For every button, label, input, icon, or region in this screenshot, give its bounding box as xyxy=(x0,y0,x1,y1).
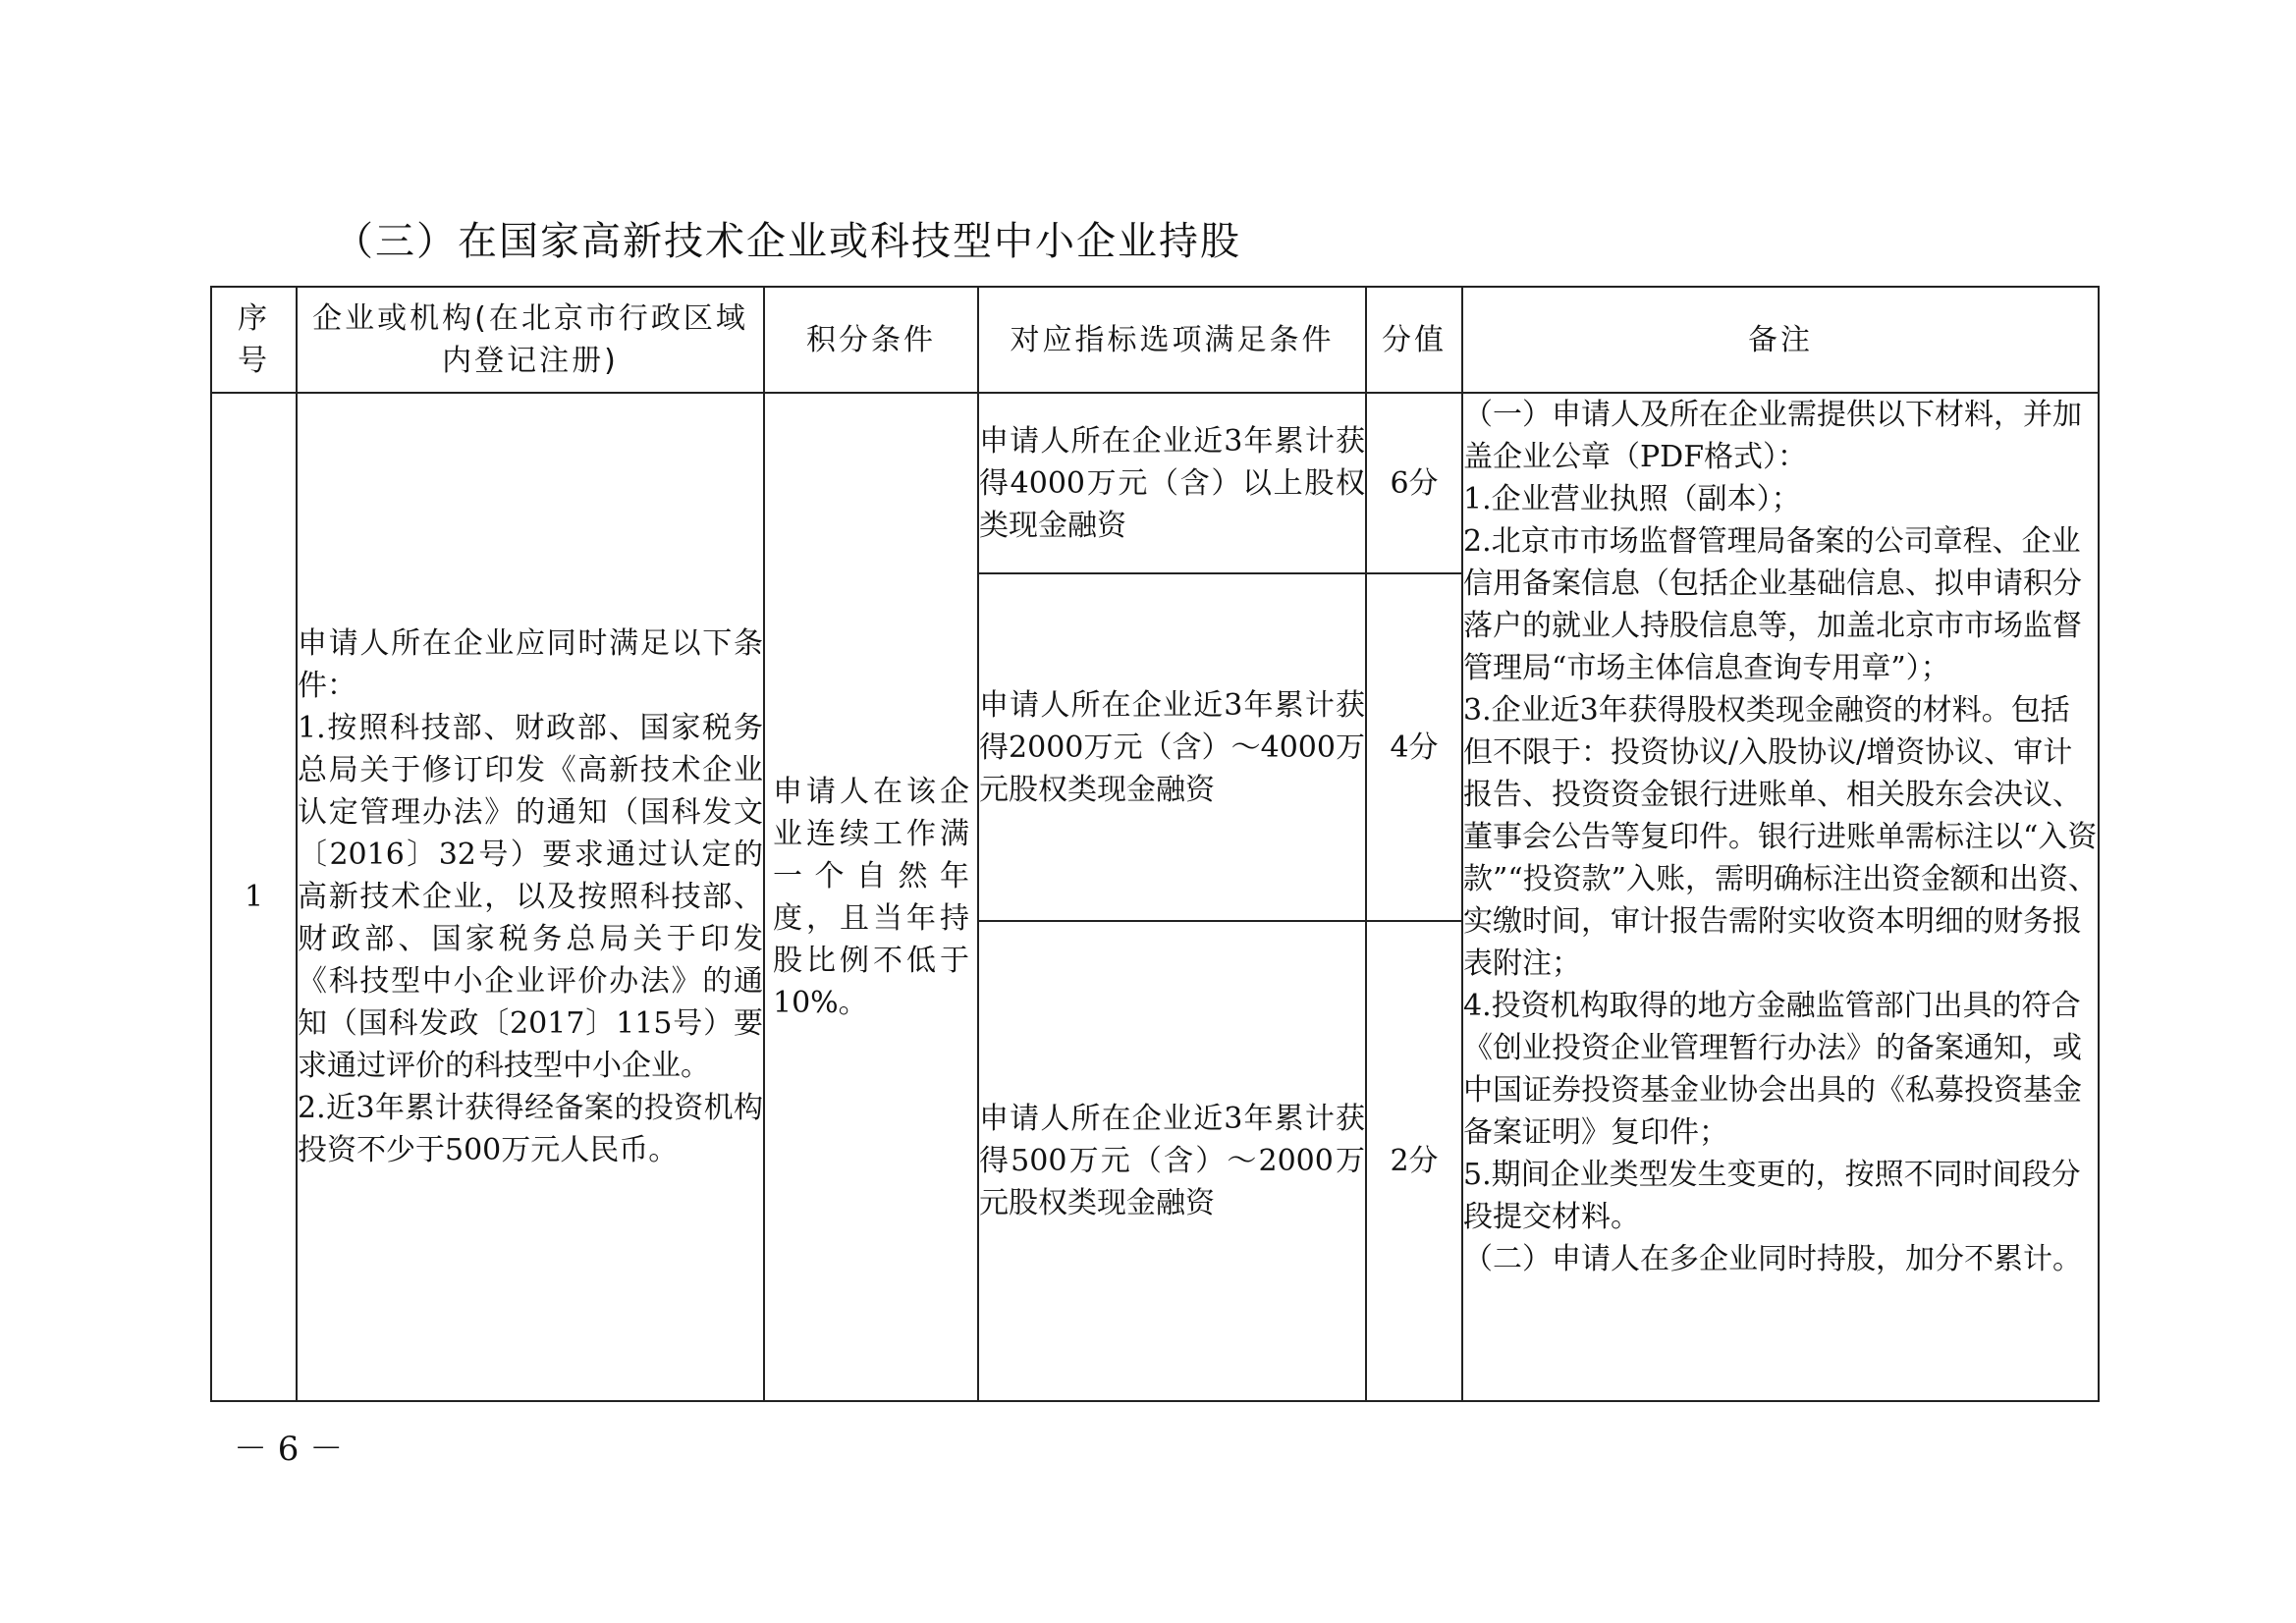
seq-cell: 1 xyxy=(211,393,297,1401)
header-org: 企业或机构(在北京市行政区域内登记注册) xyxy=(297,287,764,393)
criteria-cell: 申请人所在企业近3年累计获得2000万元（含）～4000万元股权类现金融资 xyxy=(978,573,1366,921)
remark-line: 1.企业营业执照（副本）； xyxy=(1463,482,1801,516)
condition-cell: 申请人在该企业连续工作满一个自然年度，且当年持股比例不低于10%。 xyxy=(764,393,978,1401)
score-cell: 4分 xyxy=(1366,573,1462,921)
table-header-row xyxy=(211,287,2099,393)
page-number: － 6 － xyxy=(234,1430,344,1469)
remark-line: 5.期间企业类型发生变更的，按照不同时间段分段提交材料。 xyxy=(1463,1158,2081,1234)
scoring-table xyxy=(210,286,2100,1402)
header-criteria: 对应指标选项满足条件 xyxy=(978,287,1366,393)
org-requirements-cell xyxy=(297,393,764,1401)
remark-line: 2.北京市市场监督管理局备案的公司章程、企业信用备案信息（包括企业基础信息、拟申请积分落户的就业人持股信息等，加盖北京市市场监督管理局“市场主体信息查询专用章”）； xyxy=(1463,524,2082,685)
header-score: 分值 xyxy=(1366,287,1462,393)
org-line: 2.近3年累计获得经备案的投资机构投资不少于500万元人民币。 xyxy=(298,1091,763,1167)
header-remark: 备注 xyxy=(1462,287,2099,393)
criteria-cell: 申请人所在企业近3年累计获得4000万元（含）以上股权类现金融资 xyxy=(978,393,1366,573)
remark-line: 4.投资机构取得的地方金融监管部门出具的符合《创业投资企业管理暂行办法》的备案通知，或中国证券投资基金业协会出具的《私募投资基金备案证明》复印件； xyxy=(1463,989,2082,1150)
remark-line: （一）申请人及所在企业需提供以下材料，并加盖企业公章（PDF格式）： xyxy=(1463,398,2082,474)
table-row xyxy=(211,393,2099,573)
org-line: 1.按照科技部、财政部、国家税务总局关于修订印发《高新技术企业认定管理办法》的通知（国科发文〔2016〕32号）要求通过认定的高新技术企业，以及按照科技部、财政部、国家税务总局关于印发《科技型中小企业评价办法》的通知（国科发政〔2017〕115号）要求通过评价的科技型中小企业。 xyxy=(298,711,763,1083)
header-condition: 积分条件 xyxy=(764,287,978,393)
criteria-cell: 申请人所在企业近3年累计获得500万元（含）～2000万元股权类现金融资 xyxy=(978,921,1366,1401)
score-cell: 2分 xyxy=(1366,921,1462,1401)
remark-line: （二）申请人在多企业同时持股，加分不累计。 xyxy=(1463,1242,2082,1276)
org-line: 申请人所在企业应同时满足以下条件： xyxy=(298,626,763,703)
header-seq: 序号 xyxy=(211,287,297,393)
section-heading: （三）在国家高新技术企业或科技型中小企业持股 xyxy=(334,219,1241,264)
score-cell: 6分 xyxy=(1366,393,1462,573)
remark-cell xyxy=(1462,393,2099,1401)
remark-line: 3.企业近3年获得股权类现金融资的材料。包括但不限于：投资协议/入股协议/增资协议、审计报告、投资资金银行进账单、相关股东会决议、董事会公告等复印件。银行进账单需标注以“入资款”“投资款”入账，需明确标注出资金额和出资、实缴时间，审计报告需附实收资本明细的财务报表附注； xyxy=(1463,693,2099,981)
